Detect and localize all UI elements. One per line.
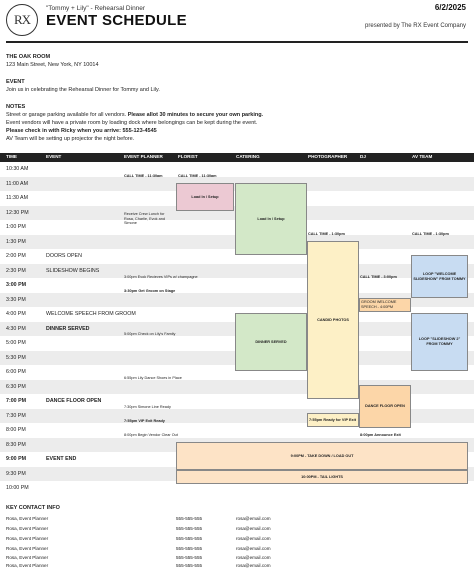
schedule-row <box>0 278 474 293</box>
av-loop-welcome-slideshow: LOOP "WELCOME SLIDESHOW" FROM TOMMY <box>411 255 468 298</box>
col-event-planner: EVENT PLANNER <box>124 154 163 159</box>
planner-note: 3:30pm Get Groom on Stage <box>124 289 176 293</box>
header <box>0 0 474 40</box>
col-event: EVENT <box>46 154 62 159</box>
contact-name: Rosa, Event Planner <box>6 536 49 541</box>
catering-load-in: Load In / Setup <box>235 183 307 255</box>
row-time: 8:30 PM <box>6 441 26 448</box>
col-florist: FLORIST <box>178 154 198 159</box>
planner-calltime: CALL TIME - 11:30am <box>124 174 163 178</box>
notes-line-1 <box>6 111 263 119</box>
venue-block <box>6 53 99 69</box>
row-time: 6:30 PM <box>6 383 26 390</box>
planner-note-lunch <box>124 212 165 226</box>
dj-calltime: CALL TIME - 3:00pm <box>360 275 397 279</box>
photographer-vip-exit: 7:55pm Ready for VIP Exit <box>307 413 359 427</box>
schedule-header <box>0 153 474 162</box>
row-time: 11:30 AM <box>6 195 28 201</box>
planner-note: 3:00pm Evok Recieves VIPs w/ champagne <box>124 275 198 279</box>
takedown-load-out: 9:00PM - TAKE DOWN / LOAD OUT <box>176 442 468 470</box>
notes-line-1b: Please allot 30 minutes to secure your own parking. <box>127 112 264 118</box>
col-time: TIME <box>6 154 17 159</box>
row-time: 6:00 PM <box>6 369 26 375</box>
dj-dance-floor-open: DANCE FLOOR OPEN <box>359 385 411 428</box>
row-event: SLIDESHOW BEGINS <box>46 267 100 274</box>
row-event: EVENT END <box>46 456 77 462</box>
notes-line-1a: Street or garage parking available for all vendors. <box>6 112 128 118</box>
row-event: DINNER SERVED <box>46 325 90 332</box>
contact-email[interactable]: rosa@email.com <box>236 536 271 541</box>
catering-dinner-served: DINNER SERVED <box>235 313 307 371</box>
contact-phone: 555-555-555 <box>176 563 203 568</box>
planner-note-lunch-1: Receive Crew Lunch for <box>124 212 165 216</box>
row-time: 9:30 PM <box>6 470 26 477</box>
event-description: Join us in celebrating the Rehearsal Dinner for Tommy and Lily. <box>6 87 160 93</box>
planner-note: 5:00pm Check on Lily's Family <box>124 332 176 336</box>
col-dj: DJ <box>360 154 366 159</box>
contact-phone: 555-555-555 <box>176 555 203 560</box>
row-time: 7:30 PM <box>6 412 26 419</box>
row-time: 1:00 PM <box>6 224 26 230</box>
contact-row <box>6 536 474 545</box>
row-time: 8:00 PM <box>6 427 26 433</box>
planner-note: 7:30pm Simone Line Ready <box>124 405 171 409</box>
venue-name: THE OAK ROOM <box>6 54 51 60</box>
contact-name: Rosa, Event Planner <box>6 555 49 560</box>
notes-line-3 <box>6 127 263 135</box>
row-event: DOORS OPEN <box>46 253 82 259</box>
row-time: 3:00 PM <box>6 282 27 288</box>
row-time: 5:30 PM <box>6 354 26 361</box>
contact-phone: 555-555-555 <box>176 526 203 531</box>
contact-row <box>6 526 474 535</box>
contact-email[interactable]: rosa@email.com <box>236 526 271 531</box>
row-time: 7:00 PM <box>6 398 27 404</box>
contact-name: Rosa, Event Planner <box>6 546 49 551</box>
notes-heading: NOTES <box>6 104 26 110</box>
planner-note: 8:00pm Begin Vendor Clear Out <box>124 433 178 437</box>
presented-by: presented by The RX Event Company <box>365 23 466 29</box>
row-time: 4:30 PM <box>6 325 26 332</box>
row-time: 12:30 PM <box>6 209 29 216</box>
event-block <box>6 78 160 94</box>
av-loop-slideshow-2: LOOP "SLIDESHOW 2" FROM TOMMY <box>411 313 468 371</box>
photographer-calltime: CALL TIME - 1:30pm <box>308 232 345 236</box>
contact-row <box>6 546 474 555</box>
notes-line-4: AV Team will be setting up projector the night before. <box>6 136 135 142</box>
catering-calltime: CALL TIME - 11:30am <box>178 174 217 178</box>
contact-phone: 555-555-555 <box>176 516 203 521</box>
header-divider <box>6 41 468 43</box>
row-time: 4:00 PM <box>6 311 26 317</box>
dj-announce-exit: 8:00pm Announce Exit <box>360 433 401 437</box>
contact-name: Rosa, Event Planner <box>6 563 49 568</box>
notes-line-3-text: Please check in with Ricky when you arrive: 555-123-4545 <box>6 128 157 134</box>
contact-row <box>6 563 474 570</box>
contact-email[interactable]: rosa@email.com <box>236 516 271 521</box>
contact-name: Rosa, Event Planner <box>6 526 49 531</box>
row-time: 1:30 PM <box>6 238 26 245</box>
contact-row <box>6 516 474 525</box>
contact-name: Rosa, Event Planner <box>6 516 49 521</box>
row-time: 11:00 AM <box>6 180 28 187</box>
event-date: 6/2/2025 <box>434 3 466 12</box>
col-catering: CATERING <box>236 154 260 159</box>
row-time: 2:30 PM <box>6 267 26 274</box>
event-heading: EVENT <box>6 79 25 85</box>
contact-phone: 555-555-555 <box>176 546 203 551</box>
row-time: 9:00 PM <box>6 456 27 462</box>
schedule-row <box>0 162 474 177</box>
company-logo: RX <box>6 4 38 36</box>
dj-groom-welcome: GROOM WELCOME SPEECH - 4:00PM <box>359 298 411 312</box>
row-event: DANCE FLOOR OPEN <box>46 398 102 404</box>
schedule-row <box>0 264 474 279</box>
notes-line-2: Event vendors will have a private room by loading dock where belongings can be kept during the event. <box>6 120 258 126</box>
photographer-candid-photos: CANDID PHOTOS <box>307 241 359 399</box>
contact-email[interactable]: rosa@email.com <box>236 555 271 560</box>
col-photographer: PHOTOGRAPHER <box>308 154 348 159</box>
contact-email[interactable]: rosa@email.com <box>236 546 271 551</box>
planner-note: 6:55pm Lily Dance Shoes in Place <box>124 376 182 380</box>
contacts-title: KEY CONTACT INFO <box>6 505 60 511</box>
row-event: WELCOME SPEECH FROM GROOM <box>46 311 136 317</box>
event-subtitle: "Tommy + Lily" - Rehearsal Dinner <box>46 5 146 12</box>
planner-note-lunch-2: Rosa, Charlie, Evok and <box>124 216 165 221</box>
tail-lights: 10:00PM - TAIL LIGHTS <box>176 470 468 484</box>
venue-address: 123 Main Street, New York, NY 10014 <box>6 62 99 68</box>
row-time: 3:30 PM <box>6 296 26 303</box>
row-time: 2:00 PM <box>6 253 26 259</box>
contact-email[interactable]: rosa@email.com <box>236 563 271 568</box>
contact-phone: 555-555-555 <box>176 536 203 541</box>
notes-block <box>6 103 263 143</box>
col-av-team: AV TEAM <box>412 154 433 159</box>
row-time: 5:00 PM <box>6 340 26 346</box>
row-time: 10:00 PM <box>6 485 29 491</box>
av-calltime: CALL TIME - 1:30pm <box>412 232 449 236</box>
page-title: EVENT SCHEDULE <box>46 12 187 29</box>
planner-note-lunch-3: Simone <box>124 221 137 226</box>
planner-note: 7:55pm VIP Exit Ready <box>124 419 165 423</box>
row-time: 10:30 AM <box>6 166 29 172</box>
florist-load-in: Load In / Setup <box>176 183 234 211</box>
